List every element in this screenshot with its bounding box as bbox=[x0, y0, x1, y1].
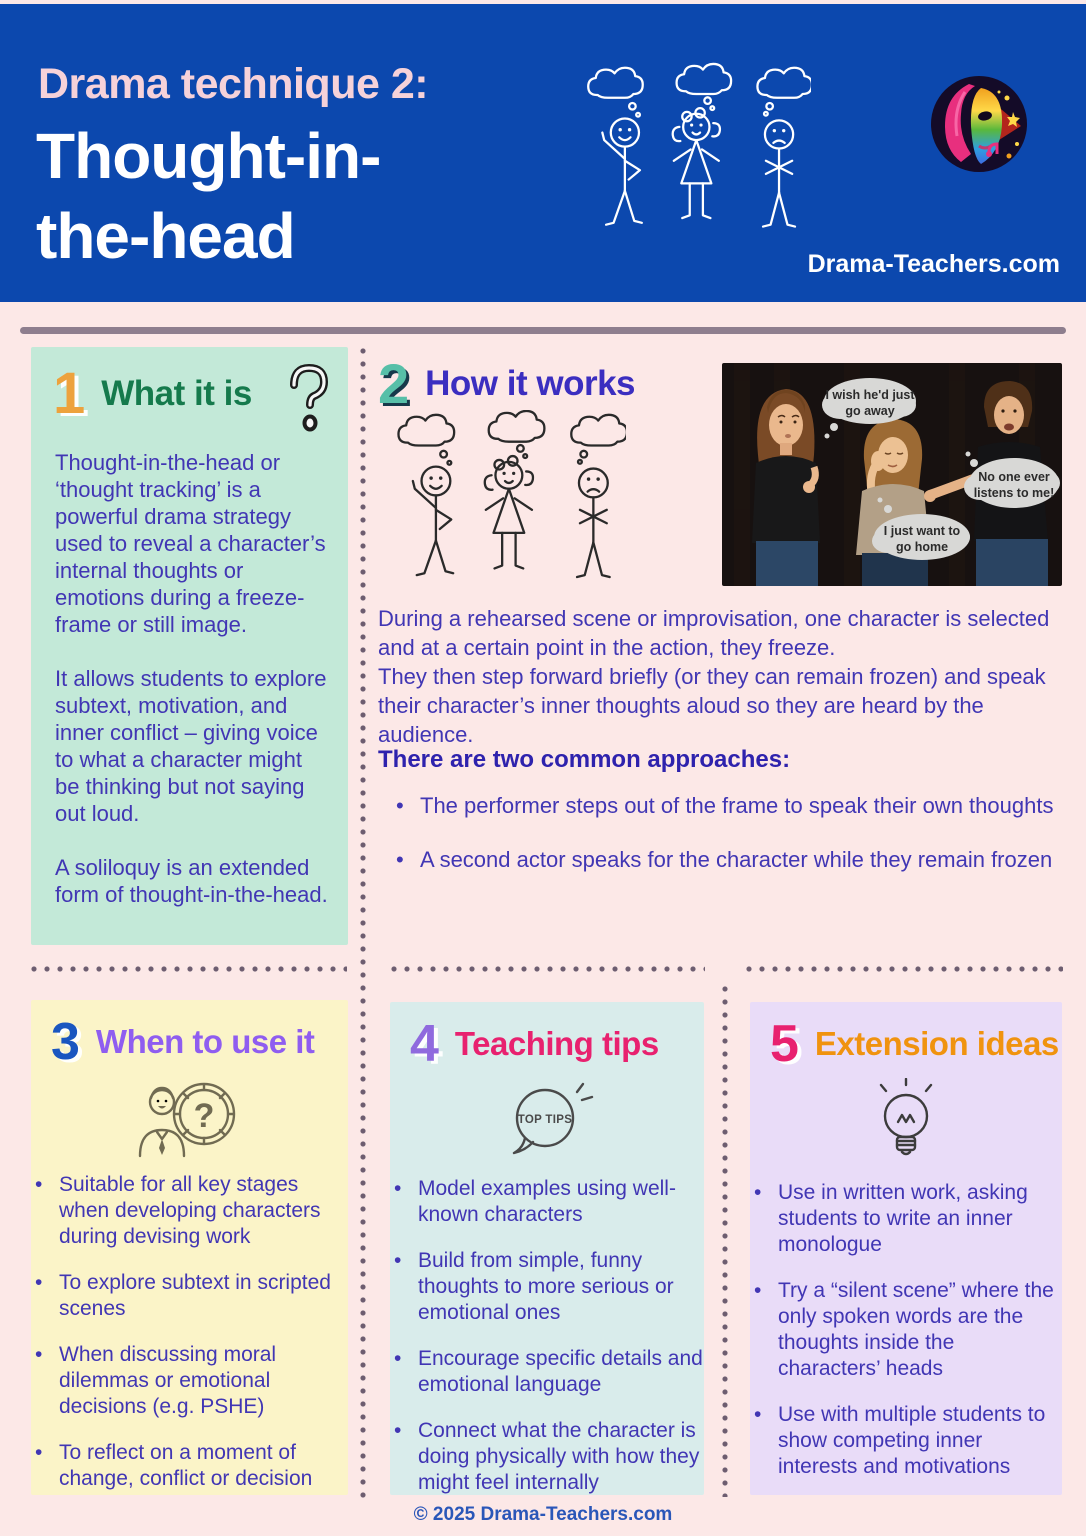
what-paragraph-1: Thought-in-the-head or ‘thought tracking’ is a powerful drama strategy used to reveal a character’s internal thoughts or emotions during a freeze-frame or still image. bbox=[55, 450, 326, 637]
header-banner bbox=[0, 4, 1086, 302]
bubble-text: I wish he'd just bbox=[825, 388, 915, 402]
section-number-3: 3 bbox=[51, 1013, 80, 1071]
person-clock-icon bbox=[31, 1076, 348, 1158]
bubble-text: No one ever bbox=[978, 470, 1050, 484]
section-title-extension: Extension ideas bbox=[814, 1025, 1059, 1062]
lightbulb-icon bbox=[750, 1078, 1062, 1166]
how-paragraph-2: They then step forward briefly (or they can remain frozen) and speak their character’s inner thoughts aloud so they are heard by the audience. bbox=[378, 664, 1046, 747]
section-how-heading bbox=[378, 352, 636, 415]
vertical-dotted-divider-right bbox=[722, 985, 728, 1497]
list-item: • Use with multiple students to show competing inner interests and motivations bbox=[750, 1402, 1062, 1480]
section-number-1: 1 bbox=[53, 361, 86, 426]
what-paragraph-3: A soliloquy is an extended form of thought-in-the-head. bbox=[55, 855, 328, 907]
list-item: • Model examples using well-known characters bbox=[390, 1176, 704, 1228]
page-title bbox=[36, 116, 380, 276]
bubble-text: go home bbox=[895, 540, 949, 554]
page-title-line1: Thought-in- bbox=[36, 120, 381, 192]
vertical-dotted-divider-left bbox=[360, 347, 366, 1505]
list-item: • The performer steps out of the frame to speak their own thoughts bbox=[392, 792, 1062, 820]
actor-left-woman bbox=[752, 389, 820, 586]
section-when-to-use bbox=[31, 1000, 348, 1495]
section-title-how: How it works bbox=[425, 364, 636, 403]
list-item: • Build from simple, funny thoughts to more serious or emotional ones bbox=[390, 1248, 704, 1326]
section-extension-heading bbox=[750, 1002, 1062, 1073]
bubble-text: go away bbox=[845, 404, 895, 418]
section-title-what: What it is bbox=[101, 374, 252, 413]
section-when-heading bbox=[31, 1000, 348, 1071]
header-divider bbox=[20, 327, 1066, 334]
section-title-when: When to use it bbox=[95, 1023, 315, 1060]
list-item: • Encourage specific details and emotional language bbox=[390, 1346, 704, 1398]
extension-bullet-list bbox=[750, 1180, 1062, 1480]
drama-teachers-logo bbox=[929, 74, 1029, 174]
header-kicker: Drama technique 2: bbox=[38, 60, 429, 108]
section-title-tips: Teaching tips bbox=[454, 1025, 659, 1062]
what-paragraph-2: It allows students to explore subtext, motivation, and inner conflict – giving voice to what a character might be thinking but not saying out loud. bbox=[55, 666, 327, 826]
how-it-works-text bbox=[378, 604, 1070, 749]
when-bullet-list bbox=[31, 1172, 348, 1492]
page-title-line2: the-head bbox=[36, 200, 295, 272]
section-teaching-tips bbox=[390, 1002, 704, 1495]
top-tips-label: TOP TIPS bbox=[517, 1114, 573, 1126]
tips-bullet-list bbox=[390, 1176, 704, 1496]
what-it-is-text bbox=[31, 423, 348, 908]
how-paragraph-1: During a rehearsed scene or improvisation, one character is selected and at a certain point in the action, they freeze. bbox=[378, 606, 1050, 660]
horizontal-dotted-divider-1 bbox=[30, 966, 347, 972]
thought-figures-illustration bbox=[386, 410, 626, 602]
list-item: • A second actor speaks for the character while they remain frozen bbox=[392, 846, 1062, 874]
section-extension-ideas bbox=[750, 1002, 1062, 1495]
list-item: • To explore subtext in scripted scenes bbox=[31, 1270, 348, 1322]
section-number-5: 5 bbox=[770, 1015, 799, 1073]
bubble-text: I just want to bbox=[883, 524, 961, 538]
how-subheading: There are two common approaches: bbox=[378, 746, 791, 773]
list-item: • To reflect on a moment of change, conflict or decision bbox=[31, 1440, 348, 1492]
list-item: • When discussing moral dilemmas or emotional decisions (e.g. PSHE) bbox=[31, 1342, 348, 1420]
section-number-4: 4 bbox=[410, 1015, 439, 1073]
clock-question-glyph: ? bbox=[193, 1097, 215, 1135]
thought-figures-icon bbox=[576, 62, 811, 252]
actors-photo bbox=[722, 363, 1062, 586]
actor-middle-woman bbox=[856, 419, 930, 586]
list-item: • Connect what the character is doing physically with how they might feel internally bbox=[390, 1418, 704, 1496]
horizontal-dotted-divider-3 bbox=[745, 966, 1063, 972]
question-mark-icon bbox=[286, 363, 332, 437]
list-item: • Try a “silent scene” where the only spoken words are the thoughts inside the characters’ heads bbox=[750, 1278, 1062, 1382]
footer-copyright: © 2025 Drama-Teachers.com bbox=[413, 1504, 673, 1525]
list-item: • Use in written work, asking students to write an inner monologue bbox=[750, 1180, 1062, 1258]
how-bullet-list bbox=[392, 792, 1062, 900]
section-tips-heading bbox=[390, 1002, 704, 1073]
horizontal-dotted-divider-2 bbox=[390, 966, 705, 972]
bubble-text: listens to me! bbox=[973, 486, 1055, 500]
list-item: • Suitable for all key stages when developing characters during devising work bbox=[31, 1172, 348, 1250]
top-tips-bubble-icon bbox=[390, 1078, 704, 1162]
section-what-it-is bbox=[31, 347, 348, 945]
site-url: Drama-Teachers.com bbox=[807, 250, 1060, 278]
section-number-2: 2 bbox=[378, 352, 410, 415]
